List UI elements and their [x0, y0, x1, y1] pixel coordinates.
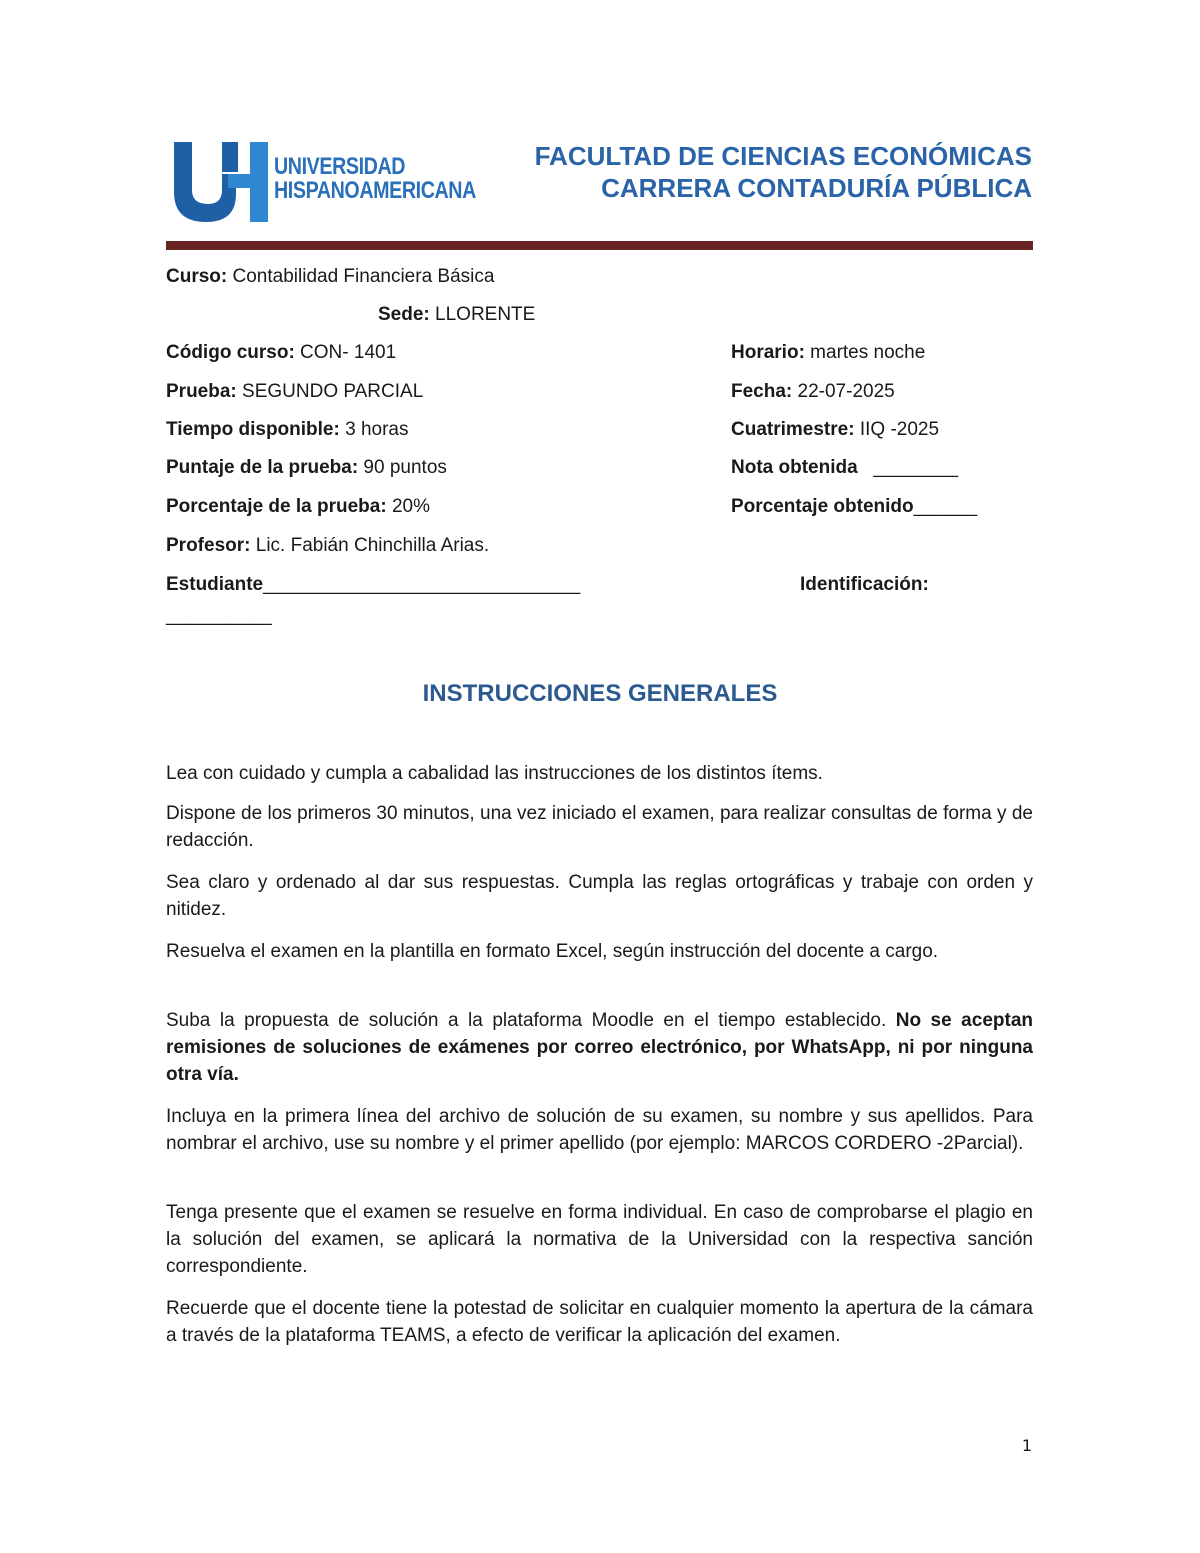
- field-horario: [731, 341, 925, 365]
- cuatrimestre-label: Cuatrimestre:: [731, 419, 855, 440]
- page-number: 1: [1021, 1436, 1032, 1455]
- field-estudiante: [166, 573, 580, 597]
- field-identificacion-value: [166, 604, 272, 628]
- sede-value: LLORENTE: [429, 304, 536, 325]
- field-curso: [166, 265, 494, 289]
- estudiante-value: ______________________________: [263, 574, 581, 595]
- puntaje-label: Puntaje de la prueba:: [166, 457, 359, 478]
- sede-label: Sede:: [378, 304, 430, 325]
- codigo-label: Código curso:: [166, 342, 295, 363]
- faculty-heading: [535, 140, 1032, 204]
- field-identificacion: [800, 573, 929, 597]
- curso-value: Contabilidad Financiera Básica: [227, 266, 495, 287]
- logo-line-2: HISPANOAMERICANA: [274, 177, 476, 204]
- porcentaje-label: Porcentaje de la prueba:: [166, 496, 387, 517]
- prueba-label: Prueba:: [166, 381, 237, 402]
- curso-label: Curso:: [166, 266, 228, 287]
- field-codigo: [166, 341, 396, 365]
- cuatrimestre-value: IIQ -2025: [854, 419, 940, 440]
- estudiante-label: Estudiante: [166, 574, 264, 595]
- logo-wordmark: [274, 155, 520, 203]
- field-sede: [378, 303, 535, 327]
- instruction-4: Resuelva el examen en la plantilla en formato Excel, según instrucción del docente a cargo.: [166, 941, 939, 962]
- instruction-2: Dispone de los primeros 30 minutos, una vez iniciado el examen, para realizar consultas de forma y de redacción.: [166, 803, 1033, 851]
- field-tiempo: [166, 418, 408, 442]
- porcentaje-obtenido-value: ______: [913, 496, 978, 517]
- instruction-5: [166, 1007, 1033, 1088]
- faculty-name: FACULTAD DE CIENCIAS ECONÓMICAS: [534, 141, 1032, 171]
- identificacion-label: Identificación:: [800, 574, 929, 595]
- instructions-heading: INSTRUCCIONES GENERALES: [422, 680, 778, 707]
- tiempo-value: 3 horas: [339, 419, 409, 440]
- fecha-value: 22-07-2025: [792, 381, 895, 402]
- porcentaje-obtenido-label: Porcentaje obtenido: [731, 496, 914, 517]
- instruction-5-text: Suba la propuesta de solución a la plataforma Moodle en el tiempo establecido.: [166, 1010, 896, 1031]
- nota-label: Nota obtenida: [731, 457, 858, 478]
- profesor-label: Profesor:: [166, 535, 251, 556]
- uh-logo-mark: [172, 138, 272, 224]
- field-cuatrimestre: [731, 418, 939, 442]
- profesor-value: Lic. Fabián Chinchilla Arias.: [250, 535, 490, 556]
- identificacion-value: __________: [166, 605, 272, 626]
- field-puntaje: [166, 456, 447, 480]
- university-logo: [172, 138, 476, 224]
- puntaje-value: 90 puntos: [358, 457, 447, 478]
- codigo-value: CON- 1401: [294, 342, 397, 363]
- header-divider: [166, 241, 1033, 250]
- instruction-7: Tenga presente que el examen se resuelve en forma individual. En caso de comprobarse el plagio en la solución del examen, se aplicará la normativa de la Universidad con la respectiva sanción correspondiente.: [166, 1202, 1033, 1277]
- instruction-6: Incluya en la primera línea del archivo de solución de su examen, su nombre y sus apellidos. Para nombrar el archivo, use su nombre y el primer apellido (por ejemplo: MARCOS CORDERO -2Parcial).: [166, 1106, 1033, 1154]
- field-profesor: [166, 534, 489, 558]
- career-name: CARRERA CONTADURÍA PÚBLICA: [601, 173, 1032, 203]
- nota-value: ________: [857, 457, 959, 478]
- instruction-1: Lea con cuidado y cumpla a cabalidad las instrucciones de los distintos ítems.: [166, 763, 823, 784]
- tiempo-label: Tiempo disponible:: [166, 419, 340, 440]
- field-nota: [731, 456, 958, 480]
- field-fecha: [731, 380, 895, 404]
- porcentaje-value: 20%: [386, 496, 430, 517]
- instruction-3: Sea claro y ordenado al dar sus respuestas. Cumpla las reglas ortográficas y trabaje con orden y nitidez.: [166, 872, 1033, 920]
- field-prueba: [166, 380, 423, 404]
- horario-label: Horario:: [731, 342, 805, 363]
- horario-value: martes noche: [804, 342, 926, 363]
- fecha-label: Fecha:: [731, 381, 793, 402]
- field-porcentaje: [166, 495, 430, 519]
- logo-line-1: UNIVERSIDAD: [274, 153, 406, 180]
- instruction-8: Recuerde que el docente tiene la potestad de solicitar en cualquier momento la apertura de la cámara a través de la plataforma TEAMS, a efecto de verificar la aplicación del examen.: [166, 1298, 1033, 1346]
- field-porcentaje-obtenido: [731, 495, 977, 519]
- prueba-value: SEGUNDO PARCIAL: [236, 381, 424, 402]
- instruction-5-bold: No se aceptan remisiones de soluciones de exámenes por correo electrónico, por WhatsApp, ni por ninguna otra vía.: [166, 1010, 1033, 1085]
